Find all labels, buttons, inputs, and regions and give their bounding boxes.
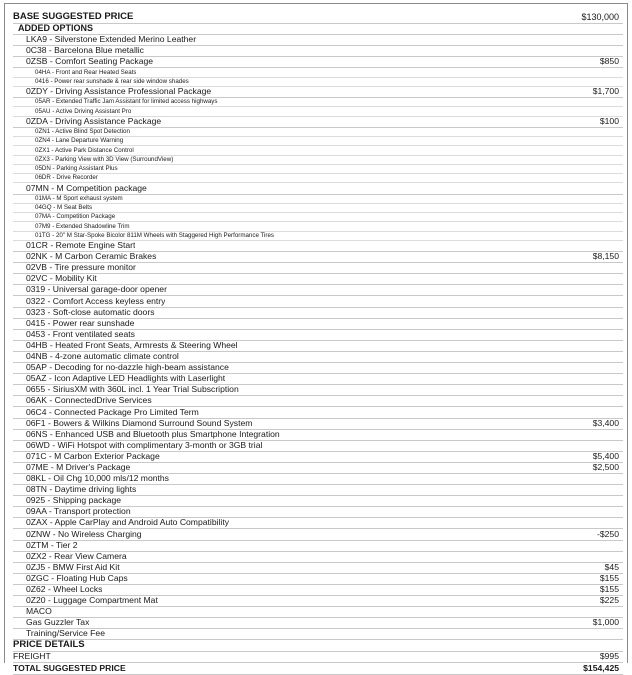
option-price: $8,150 — [592, 251, 619, 262]
option-row — [13, 263, 623, 274]
option-label: 0ZDY - Driving Assistance Professional Package — [26, 85, 212, 96]
option-label: 07ME - M Driver's Package — [26, 461, 131, 472]
total-price: $154,425 — [583, 662, 619, 673]
option-label: 0925 - Shipping package — [26, 495, 122, 506]
option-price: $155 — [599, 584, 619, 595]
option-label: 08KL - Oil Chg 10,000 mls/12 months — [26, 473, 169, 484]
option-row — [13, 629, 623, 640]
base-price-label: BASE SUGGESTED PRICE — [13, 11, 134, 22]
option-label: 01CR - Remote Engine Start — [26, 240, 136, 251]
price-details-label: PRICE DETAILS — [13, 639, 85, 651]
option-price: $2,500 — [592, 461, 619, 472]
package-content-row — [13, 165, 623, 174]
option-label: 0C38 - Barcelona Blue metallic — [26, 45, 144, 56]
option-label: 02VC - Mobility Kit — [26, 273, 97, 284]
option-label: 0415 - Power rear sunshade — [26, 317, 135, 328]
option-label: 0ZDA - Driving Assistance Package — [26, 115, 162, 126]
price-sheet-frame — [4, 3, 628, 673]
option-label: 0ZX3 - Parking View with 3D View (SurroundView) — [35, 155, 174, 163]
option-label: 06NS - Enhanced USB and Bluetooth plus Smartphone Integration — [26, 428, 280, 439]
option-label: Gas Guzzler Tax — [26, 617, 90, 628]
option-label: 0655 - SiriusXM with 360L incl. 1 Year Trial Subscription — [26, 384, 239, 395]
option-label: 0ZTM - Tier 2 — [26, 539, 78, 550]
option-row — [13, 607, 623, 618]
option-row — [13, 596, 623, 607]
option-label: 0ZNW - No Wireless Charging — [26, 528, 142, 539]
option-label: Training/Service Fee — [26, 628, 105, 639]
option-label: 02NK - M Carbon Ceramic Brakes — [26, 251, 157, 262]
option-label: LKA9 - Silverstone Extended Merino Leather — [26, 34, 197, 45]
option-label: 02VB - Tire pressure monitor — [26, 262, 136, 273]
option-label: 0323 - Soft-close automatic doors — [26, 306, 155, 317]
option-price: $1,000 — [592, 617, 619, 628]
option-row — [13, 574, 623, 585]
base-price-row — [13, 11, 623, 24]
base-price-value: $130,000 — [581, 12, 619, 22]
option-label: 0ZAX - Apple CarPlay and Android Auto Compatibility — [26, 517, 230, 528]
option-label: 05AZ - Icon Adaptive LED Headlights with Laserlight — [26, 373, 226, 384]
option-price: $100 — [599, 115, 619, 126]
option-label: 09AA - Transport protection — [26, 506, 131, 517]
option-label: 05AR - Extended Traffic Jam Assistant for limited access highways — [35, 98, 218, 106]
option-label: 0ZX1 - Active Park Distance Control — [35, 146, 134, 154]
price-sheet — [13, 11, 623, 675]
option-label: 0ZN1 - Active Blind Spot Detection — [35, 127, 130, 135]
option-label: 0453 - Front ventilated seats — [26, 328, 135, 339]
package-content-row — [13, 195, 623, 204]
option-label: 01MA - M Sport exhaust system — [35, 194, 123, 202]
option-price: $850 — [599, 56, 619, 67]
option-label: 04NB - 4-zone automatic climate control — [26, 351, 179, 362]
option-price: $1,700 — [592, 85, 619, 96]
option-label: 04GQ - M Seat Belts — [35, 204, 93, 212]
option-label: MACO — [26, 606, 52, 617]
option-price: -$250 — [597, 528, 619, 539]
option-price: $3,400 — [592, 417, 619, 428]
option-label: 06C4 - Connected Package Pro Limited Term — [26, 406, 199, 417]
option-label: 0Z62 - Wheel Locks — [26, 584, 103, 595]
option-label: 04HB - Heated Front Seats, Armrests & Steering Wheel — [26, 339, 238, 350]
option-label: 07MN - M Competition package — [26, 182, 147, 193]
option-label: 06F1 - Bowers & Wilkins Diamond Surround Sound System — [26, 417, 253, 428]
option-row — [13, 529, 623, 540]
option-label: 0416 - Power rear sunshade & rear side window shades — [35, 77, 189, 85]
option-label: 06WD - WiFi Hotspot with complimentary 3-month or 3GB trial — [26, 439, 263, 450]
option-label: 05AU - Active Driving Assistant Pro — [35, 107, 132, 115]
total-row — [13, 663, 623, 674]
freight-label: FREIGHT — [13, 651, 51, 662]
option-label: 071C - M Carbon Exterior Package — [26, 450, 160, 461]
option-label: 0ZX2 - Rear View Camera — [26, 550, 127, 561]
total-label: TOTAL SUGGESTED PRICE — [13, 662, 126, 673]
option-label: 0ZSB - Comfort Seating Package — [26, 56, 154, 67]
option-price: $5,400 — [592, 450, 619, 461]
option-label: 0Z20 - Luggage Compartment Mat — [26, 595, 158, 606]
option-label: 0ZN4 - Lane Departure Warning — [35, 137, 124, 145]
option-label: 0319 - Universal garage-door opener — [26, 284, 167, 295]
option-label: 04HA - Front and Rear Heated Seats — [35, 68, 137, 76]
option-list — [13, 35, 623, 640]
option-label: 01TG - 20" M Star-Spoke Bicolor 811M Wheels with Staggered High Performance Tires — [35, 232, 275, 240]
freight-price: $995 — [599, 651, 619, 662]
price-details-heading — [13, 640, 623, 652]
option-price: $45 — [604, 561, 619, 572]
option-label: 06DR - Drive Recorder — [35, 174, 98, 182]
option-label: 07M9 - Extended Shadowline Trim — [35, 222, 130, 230]
option-label: 0ZJ5 - BMW First Aid Kit — [26, 561, 120, 572]
option-label: 06AK - ConnectedDrive Services — [26, 395, 152, 406]
option-price: $155 — [599, 572, 619, 583]
added-options-label: ADDED OPTIONS — [18, 23, 94, 33]
option-label: 0322 - Comfort Access keyless entry — [26, 295, 166, 306]
option-label: 05AP - Decoding for no-dazzle high-beam assistance — [26, 362, 229, 373]
option-label: 05DN - Parking Assistant Plus — [35, 165, 118, 173]
option-label: 08TN - Daytime driving lights — [26, 484, 137, 495]
option-label: 07MA - Competition Package — [35, 213, 116, 221]
option-label: 0ZGC - Floating Hub Caps — [26, 572, 128, 583]
option-price: $225 — [599, 595, 619, 606]
